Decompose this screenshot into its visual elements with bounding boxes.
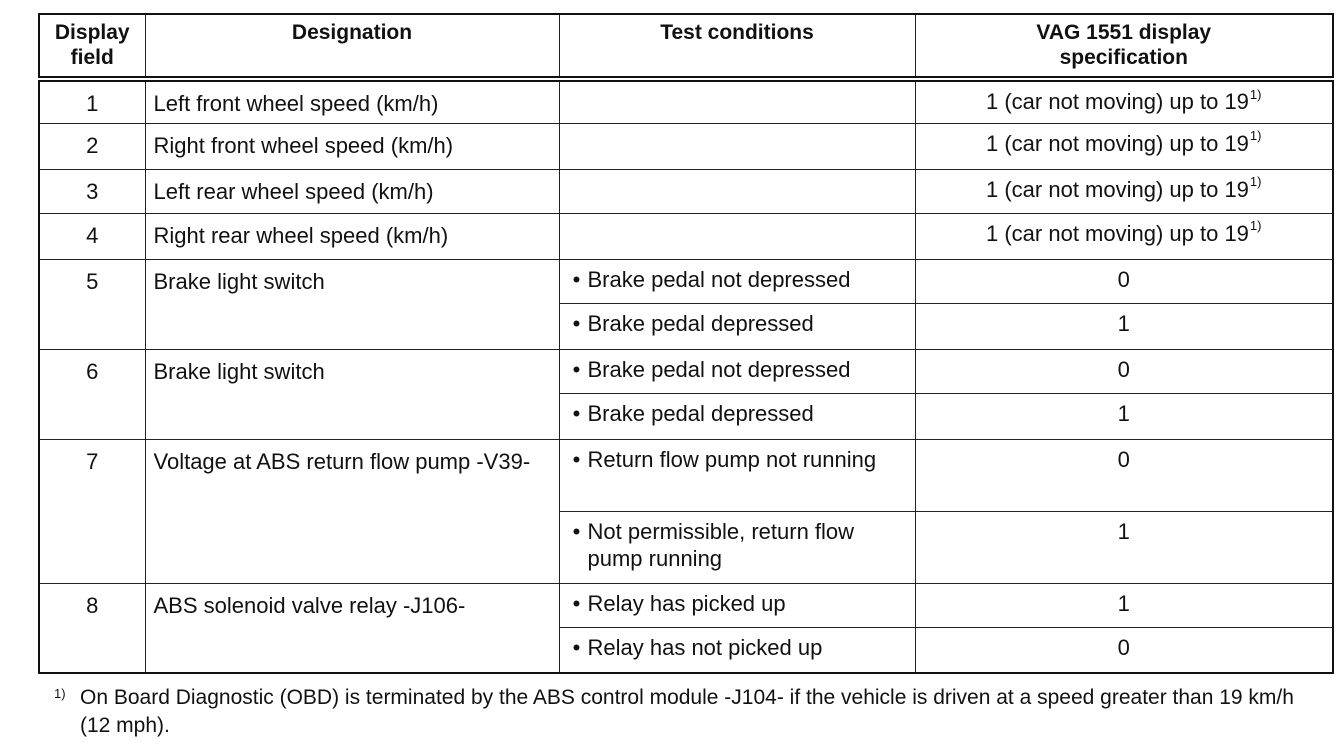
designation-cell: Brake light switch — [145, 259, 559, 349]
spec-value: 1 (car not moving) up to 19 — [986, 220, 1249, 246]
display-spec-cell: 0 — [915, 439, 1333, 511]
test-condition-cell — [559, 123, 915, 169]
test-condition-cell — [559, 303, 915, 349]
test-condition-cell — [559, 393, 915, 439]
test-condition-cell — [559, 169, 915, 213]
header-display-field-line-1: Display — [54, 21, 130, 44]
footnote-reference: 1) — [1249, 174, 1262, 190]
display-field-cell: 6 — [39, 349, 145, 439]
test-condition-cell — [559, 259, 915, 303]
designation-cell: Left rear wheel speed (km/h) — [145, 169, 559, 213]
spec-value: 1 (car not moving) up to 19 — [986, 89, 1249, 114]
header-display-field-line-2: field — [70, 46, 114, 69]
display-field-cell: 3 — [39, 169, 145, 213]
condition-text: Relay has picked up — [587, 590, 786, 616]
table-row — [39, 169, 1333, 213]
designation-cell: Brake light switch — [145, 349, 559, 439]
bullet-icon: • — [572, 590, 581, 616]
designation-cell: Right front wheel speed (km/h) — [145, 123, 559, 169]
table-row — [39, 439, 1333, 511]
table-row — [39, 259, 1333, 303]
display-spec-cell: 0 — [915, 259, 1333, 303]
table-row — [39, 583, 1333, 627]
display-spec-cell — [915, 213, 1333, 259]
condition-text: Brake pedal depressed — [587, 400, 814, 426]
condition-text: Relay has not picked up — [587, 634, 823, 660]
header-designation: Designation — [145, 14, 559, 79]
test-condition-cell — [559, 583, 915, 627]
footnote-reference: 1) — [1249, 86, 1262, 102]
table-row — [39, 123, 1333, 169]
condition-text: Return flow pump not running — [587, 446, 877, 472]
test-condition-cell — [559, 627, 915, 673]
bullet-icon: • — [572, 356, 581, 382]
footnote — [54, 684, 1330, 740]
condition-text: Brake pedal not depressed — [587, 266, 851, 292]
display-spec-cell: 1 — [915, 511, 1333, 583]
footnote-reference: 1) — [1249, 218, 1262, 234]
display-spec-cell: 0 — [915, 349, 1333, 393]
display-field-cell: 5 — [39, 259, 145, 349]
display-spec-cell — [915, 79, 1333, 123]
header-spec-line-2: specification — [1059, 46, 1188, 69]
display-spec-cell: 0 — [915, 627, 1333, 673]
designation-cell: Right rear wheel speed (km/h) — [145, 213, 559, 259]
footnote-text: On Board Diagnostic (OBD) is terminated by the ABS control module -J104- if the vehicle is driven at a speed greater than 19 km/h (12 mph). — [80, 686, 1294, 737]
bullet-icon: • — [572, 310, 581, 336]
spec-value: 1 (car not moving) up to 19 — [986, 130, 1249, 156]
display-specification-table — [38, 13, 1334, 674]
display-field-cell: 7 — [39, 439, 145, 583]
table-row — [39, 349, 1333, 393]
table-row — [39, 213, 1333, 259]
display-spec-cell: 1 — [915, 393, 1333, 439]
table-header-row — [39, 14, 1333, 79]
display-field-cell: 4 — [39, 213, 145, 259]
bullet-icon: • — [572, 266, 581, 292]
test-condition-cell — [559, 439, 915, 511]
footnote-reference: 1) — [1249, 128, 1262, 144]
display-field-cell: 8 — [39, 583, 145, 673]
bullet-icon: • — [572, 518, 581, 544]
test-condition-cell — [559, 511, 915, 583]
test-condition-cell — [559, 349, 915, 393]
bullet-icon: • — [572, 400, 581, 426]
bullet-icon: • — [572, 634, 581, 660]
designation-cell: Voltage at ABS return flow pump -V39- — [145, 439, 559, 583]
test-condition-cell — [559, 79, 915, 123]
header-test-conditions: Test conditions — [559, 14, 915, 79]
display-spec-cell: 1 — [915, 583, 1333, 627]
header-display-specification — [915, 14, 1333, 79]
designation-cell: Left front wheel speed (km/h) — [145, 79, 559, 123]
display-field-cell: 1 — [39, 79, 145, 123]
display-field-cell: 2 — [39, 123, 145, 169]
display-spec-cell — [915, 169, 1333, 213]
header-display-field — [39, 14, 145, 79]
test-condition-cell — [559, 213, 915, 259]
header-spec-line-1: VAG 1551 display — [1036, 21, 1212, 44]
display-spec-cell — [915, 123, 1333, 169]
bullet-icon: • — [572, 446, 581, 472]
condition-text: Brake pedal not depressed — [587, 356, 851, 382]
spec-value: 1 (car not moving) up to 19 — [986, 176, 1249, 202]
footnote-mark: 1) — [54, 686, 66, 701]
display-spec-cell: 1 — [915, 303, 1333, 349]
designation-cell: ABS solenoid valve relay -J106- — [145, 583, 559, 673]
table-row — [39, 79, 1333, 123]
document-page — [38, 13, 1332, 674]
condition-text: Brake pedal depressed — [587, 310, 814, 336]
condition-text: Not permissible, return flow pump running — [587, 518, 855, 571]
